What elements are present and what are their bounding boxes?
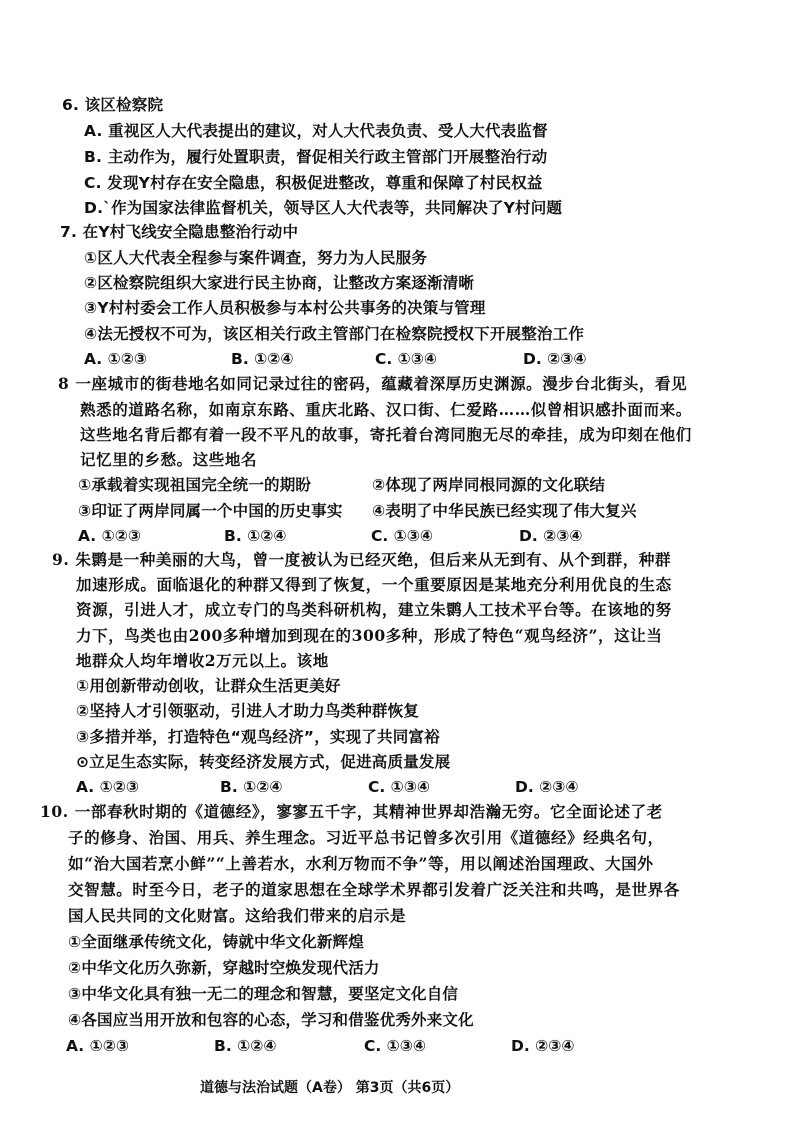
q7-option-c: C. ①③④: [375, 350, 438, 368]
q7-item-4: ④法无授权不可为，该区相关行政主管部门在检察院授权下开展整治工作: [84, 325, 585, 343]
q9-item-2: ②坚持人才引领驱动，引进人才助力鸟类种群恢复: [76, 702, 420, 720]
q10-option-d: D. ②③④: [511, 1037, 575, 1055]
q9-stem-line-3: 资源，引进人才，成立专门的鸟类科研机构，建立朱鹮人工技术平台等。在该地的努: [76, 600, 672, 619]
q8-item-3: ③印证了两岸同属一个中国的历史事实: [78, 502, 343, 520]
q10-stem-line-1: 10. 一部春秋时期的《道德经》，寥寥五千字，其精神世界却浩瀚无穷。它全面论述了老: [40, 802, 663, 821]
q7-option-d: D. ②③④: [523, 350, 587, 368]
q7-item-2: ②区检察院组织大家进行民主协商，让整改方案逐渐清晰: [84, 274, 475, 292]
page-footer: 道德与法治试题（A卷） 第3页（共6页）: [200, 1080, 460, 1096]
q10-item-1: ①全面继承传统文化，铸就中华文化新辉煌: [68, 933, 364, 951]
q10-option-c: C. ①③④: [364, 1037, 427, 1055]
q10-stem-line-2: 子的修身、治国、用兵、养生理念。习近平总书记曾多次引用《道德经》经典名句，: [68, 828, 664, 847]
q8-option-c: C. ①③④: [371, 527, 434, 545]
q9-option-a: A. ①②③: [76, 778, 139, 796]
q8-option-a: A. ①②③: [78, 527, 141, 545]
q6-stem: 6. 该区检察院: [62, 96, 164, 114]
q8-option-d: D. ②③④: [519, 527, 583, 545]
q10-item-2: ②中华文化历久弥新，穿越时空焕发现代活力: [68, 959, 380, 977]
q6-option-c: C. 发现Y村存在安全隐患，积极促进整改，尊重和保障了村民权益: [84, 174, 543, 192]
q9-item-4: ⊙立足生态实际，转变经济发展方式，促进高质量发展: [76, 753, 451, 771]
q9-item-3: ③多措并举，打造特色“观鸟经济”，实现了共同富裕: [76, 728, 440, 746]
q8-stem-line-4: 记忆里的乡愁。这些地名: [80, 450, 258, 469]
q8-stem-line-1: 8 一座城市的街巷地名如同记录过往的密码，蕴藏着深厚历史渊源。漫步台北街头，看见: [58, 374, 688, 393]
q8-item-1: ①承载着实现祖国完全统一的期盼: [78, 476, 312, 494]
q10-item-3: ③中华文化具有独一无二的理念和智慧，要坚定文化自信: [68, 985, 459, 1003]
q7-option-b: B. ①②④: [231, 350, 294, 368]
q9-item-1: ①用创新带动创收，让群众生活更美好: [76, 677, 341, 695]
q9-stem-line-5: 地群众人均年增收2万元以上。该地: [76, 651, 329, 670]
q8-item-2: ②体现了两岸同根同源的文化联结: [372, 476, 606, 494]
q7-stem: 7. 在Y村飞线安全隐患整治行动中: [60, 223, 299, 241]
q10-stem-line-5: 国人民共同的文化财富。这给我们带来的启示是: [68, 906, 407, 925]
q6-option-b: B. 主动作为，履行处置职责，督促相关行政主管部门开展整治行动: [84, 148, 548, 166]
q9-stem-line-1: 9. 朱鹮是一种美丽的大鸟，曾一度被认为已经灭绝，但后来从无到有、从个到群，种群: [52, 550, 672, 569]
q6-option-a: A. 重视区人大代表提出的建议，对人大代表负责、受人大代表监督: [84, 122, 548, 140]
q10-item-4: ④各国应当用开放和包容的心态，学习和借鉴优秀外来文化: [68, 1011, 474, 1029]
q7-option-a: A. ①②③: [84, 350, 147, 368]
q8-option-b: B. ①②④: [224, 527, 287, 545]
q7-item-1: ①区人大代表全程参与案件调查，努力为人民服务: [84, 249, 428, 267]
q9-option-c: C. ①③④: [368, 778, 431, 796]
q9-option-b: B. ①②④: [220, 778, 283, 796]
q8-item-4: ④表明了中华民族已经实现了伟大复兴: [372, 502, 637, 520]
q9-stem-line-2: 加速形成。面临退化的种群又得到了恢复，一个重要原因是某地充分利用优良的生态: [76, 575, 672, 594]
q7-item-3: ③Y村村委会工作人员积极参与本村公共事务的决策与管理: [84, 299, 486, 317]
q6-option-d: D.`作为国家法律监督机关，领导区人大代表等，共同解决了Y村问题: [84, 199, 563, 217]
q10-stem-line-3: 如“治大国若烹小鲜”“上善若水，水利万物而不争”等，用以阐述治国理政、大国外: [68, 854, 654, 873]
q9-stem-line-4: 力下，鸟类也由200多种增加到现在的300多种，形成了特色“观鸟经济”，这让当: [76, 626, 663, 645]
q10-option-a: A. ①②③: [66, 1037, 129, 1055]
q8-stem-line-3: 这些地名背后都有着一段不平凡的故事，寄托着台湾同胞无尽的牵挂，成为印刻在他们: [80, 425, 692, 444]
q10-option-b: B. ①②④: [214, 1037, 277, 1055]
q9-option-d: D. ②③④: [515, 778, 579, 796]
q10-stem-line-4: 交智慧。时至今日，老子的道家思想在全球学术界都引发着广泛关注和共鸣，是世界各: [68, 880, 680, 899]
q8-stem-line-2: 熟悉的道路名称，如南京东路、重庆北路、汉口街、仁爱路……似曾相识感扑面而来。: [80, 400, 692, 419]
